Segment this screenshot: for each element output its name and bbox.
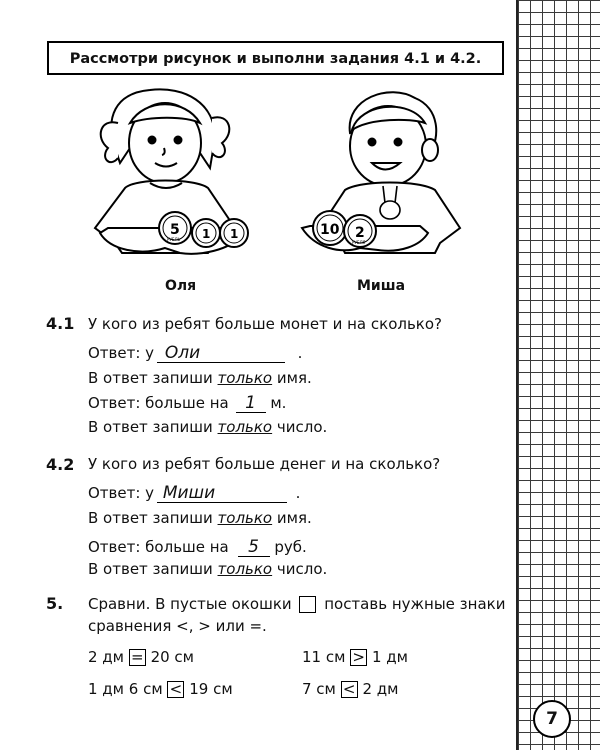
misha-coin-word: РУБЛЯ	[352, 240, 366, 245]
task-4-2-hint-1	[88, 509, 312, 527]
hint-text-end: число.	[276, 560, 328, 578]
task-4-2-answer-name-field[interactable]: Миши	[157, 484, 287, 503]
task-4-2-answer-1	[88, 484, 300, 503]
task-5-line-2: сравнения <, > или =.	[88, 617, 267, 635]
task-5-number: 5.	[46, 594, 64, 613]
task-4-1-question: У кого из ребят больше монет и на сколько?	[88, 315, 443, 333]
compare-left: 7 см	[302, 680, 336, 698]
misha-coin-2-value: 2	[355, 225, 365, 241]
answer-prefix: Ответ: у	[88, 344, 155, 362]
task-5-line-1	[88, 595, 505, 613]
olya-coin-1-value: 5	[170, 222, 180, 238]
task-5-text-b: поставь нужные знаки	[324, 595, 506, 613]
answer-suffix: .	[297, 344, 303, 362]
comparison-row-2	[302, 648, 408, 666]
hint-text-end: число.	[276, 418, 328, 436]
task-4-2-answer-number-field[interactable]: 5	[238, 538, 270, 557]
children-illustration	[0, 78, 520, 278]
hint-emphasis: только	[217, 369, 273, 387]
hint-emphasis: только	[217, 509, 273, 527]
instruction-box	[47, 41, 504, 75]
compare-right: 20 см	[150, 648, 194, 666]
task-4-1-hint-2	[88, 418, 327, 436]
olya-coin-3-value: 1	[230, 227, 239, 241]
answer-suffix: м.	[270, 394, 287, 412]
hint-emphasis: только	[217, 418, 273, 436]
task-4-2-answer-2	[88, 538, 307, 557]
compare-sign-box[interactable]: =	[129, 649, 146, 666]
compare-right: 2 дм	[362, 680, 399, 698]
olya-coin-2-value: 1	[202, 227, 211, 241]
compare-right: 19 см	[189, 680, 233, 698]
compare-right: 1 дм	[371, 648, 408, 666]
misha-name: Миша	[357, 278, 406, 294]
olya-coin-word: РУБЛЬ	[167, 237, 181, 242]
compare-left: 2 дм	[88, 648, 124, 666]
graph-paper-margin	[516, 0, 600, 750]
compare-sign-box[interactable]: <	[341, 681, 358, 698]
compare-left: 1 дм 6 см	[88, 680, 163, 698]
hint-text: В ответ запиши	[88, 509, 213, 527]
answer-suffix: .	[295, 484, 301, 502]
misha-coin-1-value: 10	[320, 222, 340, 238]
compare-sign-box[interactable]: <	[167, 681, 184, 698]
comparison-row-1	[88, 648, 194, 666]
task-5-text-a: Сравни. В пустые окошки	[88, 595, 292, 613]
task-4-2-hint-2	[88, 560, 327, 578]
hint-text-end: имя.	[276, 509, 312, 527]
answer-prefix: Ответ: у	[88, 484, 155, 502]
page-number: 7	[533, 700, 571, 738]
answer-suffix: руб.	[274, 538, 307, 556]
compare-sign-box[interactable]: >	[350, 649, 367, 666]
task-4-1-answer-1	[88, 344, 302, 363]
answer-prefix: Ответ: больше на	[88, 394, 229, 412]
hint-text-end: имя.	[276, 369, 312, 387]
task-4-2-question: У кого из ребят больше денег и на сколько?	[88, 455, 441, 473]
hint-text: В ответ запиши	[88, 369, 213, 387]
task-4-1-answer-2	[88, 394, 286, 413]
comparison-row-3	[88, 680, 233, 698]
task-4-1-hint-1	[88, 369, 312, 387]
hint-text: В ответ запиши	[88, 418, 213, 436]
empty-box-example	[299, 596, 316, 613]
task-4-1-number: 4.1	[46, 314, 75, 333]
instruction-text: Рассмотри рисунок и выполни задания 4.1 и 4.2.	[69, 51, 482, 67]
task-4-2-number: 4.2	[46, 455, 75, 474]
compare-left: 11 см	[302, 648, 346, 666]
task-4-1-answer-name-field[interactable]: Оли	[157, 344, 285, 363]
answer-prefix: Ответ: больше на	[88, 538, 229, 556]
olya-name: Оля	[165, 278, 197, 294]
hint-emphasis: только	[217, 560, 273, 578]
task-4-1-answer-number-field[interactable]: 1	[236, 394, 266, 413]
comparison-row-4	[302, 680, 398, 698]
hint-text: В ответ запиши	[88, 560, 213, 578]
